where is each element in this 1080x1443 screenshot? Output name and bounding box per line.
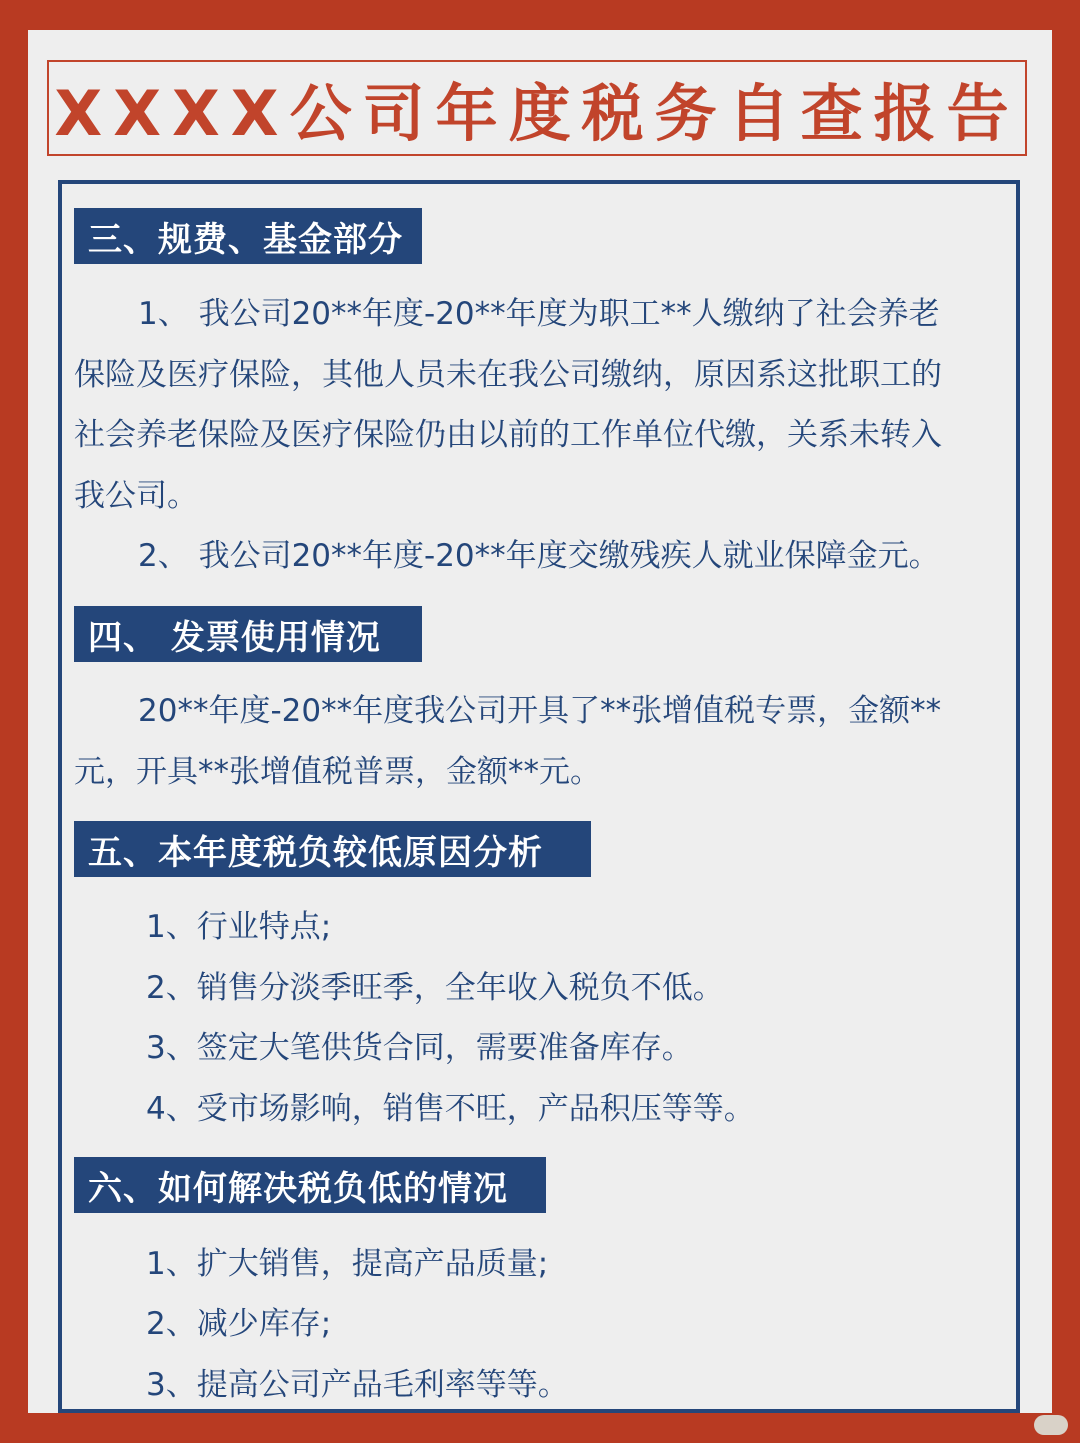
list-item: 3、签定大笔供货合同，需要准备库存。 — [146, 1030, 693, 1066]
list-item: 2、销售分淡季旺季，全年收入税负不低。 — [146, 970, 724, 1006]
title-frame — [47, 60, 1027, 156]
section-heading-invoices: 四、 发票使用情况 — [74, 606, 422, 662]
section-heading-low-tax-reasons: 五、本年度税负较低原因分析 — [74, 821, 591, 877]
section-heading-solutions: 六、如何解决税负低的情况 — [74, 1157, 546, 1213]
paragraph-line: 2、 我公司20**年度-20**年度交缴残疾人就业保障金元。 — [138, 538, 940, 574]
paragraph-line: 保险及医疗保险，其他人员未在我公司缴纳，原因系这批职工的 — [74, 357, 942, 393]
list-item: 1、行业特点; — [146, 909, 332, 945]
paragraph-line: 20**年度-20**年度我公司开具了**张增值税专票，金额** — [138, 693, 942, 729]
list-item: 4、受市场影响，销售不旺，产品积压等等。 — [146, 1091, 755, 1127]
list-item: 1、扩大销售，提高产品质量; — [146, 1246, 549, 1282]
paragraph-line: 元，开具**张增值税普票，金额**元。 — [74, 754, 601, 790]
section-heading-fees: 三、规费、基金部分 — [74, 208, 422, 264]
list-item: 2、减少库存; — [146, 1306, 332, 1342]
report-page — [28, 30, 1052, 1413]
list-item: 3、提高公司产品毛利率等等。 — [146, 1367, 569, 1403]
paragraph-line: 1、 我公司20**年度-20**年度为职工**人缴纳了社会养老 — [138, 296, 940, 332]
paragraph-line: 社会养老保险及医疗保险仍由以前的工作单位代缴，关系未转入 — [74, 417, 942, 453]
page-title: XXXX公司年度税务自查报告 — [54, 76, 1020, 150]
watermark-badge — [1034, 1415, 1068, 1435]
paragraph-line: 我公司。 — [74, 478, 198, 514]
content-frame — [58, 180, 1020, 1413]
